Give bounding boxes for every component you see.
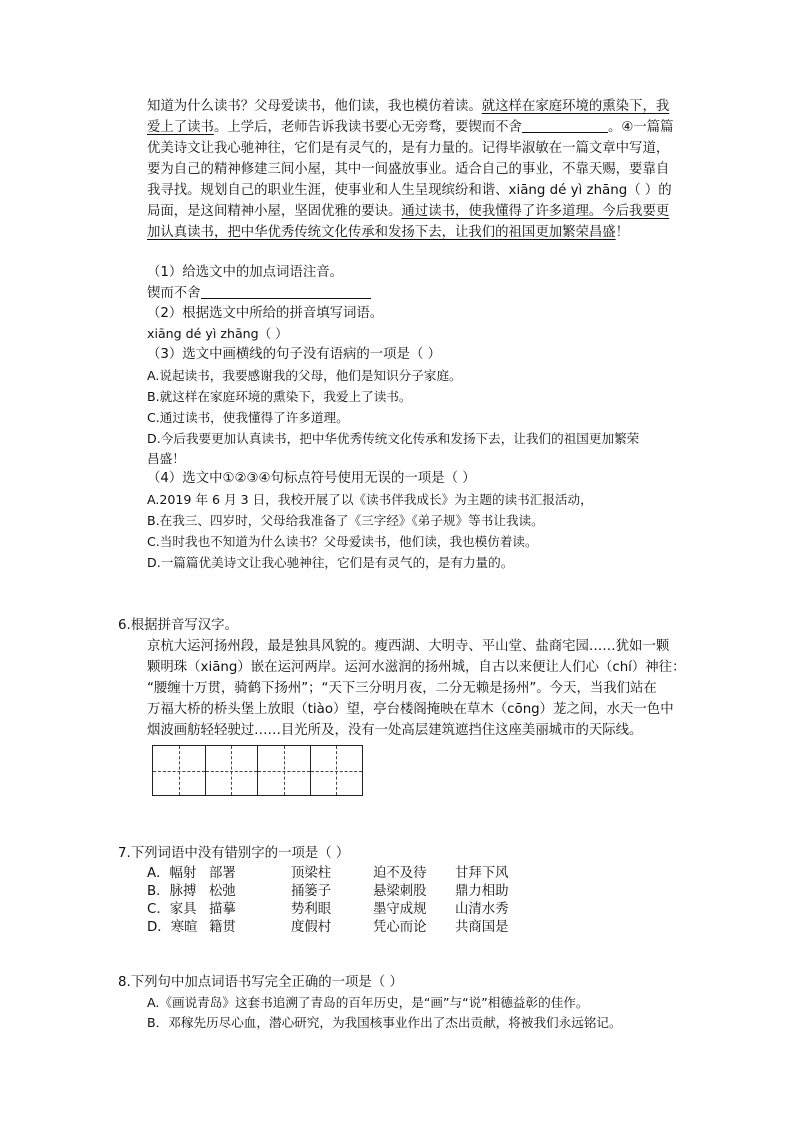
passage-line-5: 我寻找。规划自己的职业生涯，使事业和人生呈现缤纷和谐、xiāng dé yì zhāng（ ）的 [147, 183, 672, 198]
option-word: 甘拜下风 [455, 866, 509, 881]
q5-sub4-option-a[interactable]: A.2019 年 6 月 3 日，我校开展了以《读书伴我成长》为主题的读书汇报活动， [147, 492, 593, 507]
option-word: 度假村 [291, 920, 332, 935]
option-word: 凭心而论 [373, 920, 427, 935]
option-word: 鼎力相助 [455, 884, 509, 899]
underlined-sentence: 就这样在家庭环境的熏染下，我 [481, 99, 670, 114]
q6-line-4: 万福大桥的桥头堡上放眼（tiào）望，亭台楼阁掩映在草木（cōng）茏之间，水天一色中 [147, 702, 674, 717]
q5-sub4-option-b[interactable]: B.在我三、四岁时，父母给我准备了《三字经》《弟子规》等书让我读。 [147, 513, 544, 528]
option-word: 松弛 [209, 884, 236, 899]
q6-line-1: 京杭大运河扬州段，最是独具风貌的。瘦西湖、大明寺、平山堂、盐商宅园……犹如一颗 [147, 639, 670, 654]
q6-line-3: “腰缠十万贯，骑鹤下扬州”；“天下三分明月夜，二分无赖是扬州”。今天，当我们站在 [147, 681, 657, 696]
option-word: 悬梁刺股 [373, 884, 427, 899]
q5-sub3-option-b[interactable]: B.就这样在家庭环境的熏染下，我爱上了读书。 [147, 389, 412, 404]
passage-text: ！ [615, 225, 630, 240]
answer-blank[interactable] [201, 284, 371, 299]
option-word: B．脉搏 [147, 884, 197, 899]
passage-text: 局面，是这间精神小屋，坚固优雅的要诀。 [147, 204, 402, 219]
q5-sub4-prompt: （4）选文中①②③④句标点符号使用无误的一项是（ ） [147, 471, 476, 486]
underlined-sentence: 爱上了读书 [147, 120, 214, 135]
writing-cell[interactable] [311, 746, 363, 795]
option-word: 描摹 [209, 902, 236, 917]
q8-title: 8.下列句中加点词语书写完全正确的一项是（ ） [118, 975, 403, 990]
option-word: D．寒暄 [147, 920, 198, 935]
q5-sub3-prompt: （3）选文中画横线的句子没有语病的一项是（ ） [147, 347, 441, 362]
option-word: 势利眼 [291, 902, 332, 917]
passage-line-7 [147, 223, 629, 243]
q8-option-b[interactable]: B．邓稼先历尽心血，潜心研究，为我国核事业作出了杰出贡献，将被我们永远铭记。 [147, 1015, 622, 1030]
writing-cell[interactable] [206, 746, 259, 795]
option-word: 籍贯 [209, 920, 236, 935]
option-word: 顶梁柱 [291, 866, 332, 881]
q6-line-2: 颗明珠（xiāng）嵌在运河两岸。运河水滋润的扬州城，自古以来便让人们心（chí）神往： [147, 660, 686, 675]
passage-text: 。④一篇篇 [607, 120, 674, 135]
q7-title: 7.下列词语中没有错别字的一项是（ ） [118, 846, 350, 861]
q5-sub3-option-d[interactable]: D.今后我要更加认真读书，把中华优秀传统文化传承和发扬下去，让我们的祖国更加繁荣 [147, 431, 640, 446]
q8-option-a[interactable]: A.《画说青岛》这套书追溯了青岛的百年历史，是“画”与“说”相德益彰的佳作。 [147, 995, 589, 1010]
q7-option-a[interactable] [147, 864, 537, 884]
passage-line-4: 要为自己的精神修建三间小屋，其中一间盛放事业。适合自己的事业，不靠天赐，要靠自 [147, 162, 670, 177]
q5-sub1-prompt: （1）给选文中的加点词语注音。 [147, 265, 343, 280]
passage-line-2 [147, 118, 674, 138]
q5-sub3-option-a[interactable]: A.说起读书，我要感谢我的父母，他们是知识分子家庭。 [147, 368, 462, 383]
writing-cell[interactable] [258, 746, 311, 795]
option-word: 捅篓子 [291, 884, 332, 899]
answer-blank[interactable] [522, 118, 608, 133]
underlined-sentence: 通过读书，使我懂得了许多道理。今后我要更 [401, 204, 670, 219]
writing-grid [152, 745, 363, 796]
q5-sub1-answer [147, 284, 371, 304]
q5-sub2-prompt: （2）根据选文中所给的拼音填写词语。 [147, 306, 384, 321]
option-word: 部署 [209, 866, 236, 881]
option-word: 墨守成规 [373, 902, 427, 917]
q5-sub3-option-d-cont: 昌盛！ [147, 451, 185, 466]
q5-sub3-option-c[interactable]: C.通过读书，使我懂得了许多道理。 [147, 410, 349, 425]
q5-sub4-option-d[interactable]: D.一篇篇优美诗文让我心驰神往，它们是有灵气的，是有力量的。 [147, 555, 514, 570]
option-word: 山清水秀 [455, 902, 509, 917]
option-word: 迫不及待 [373, 866, 427, 881]
q6-title: 6.根据拼音写汉字。 [118, 618, 238, 633]
q5-sub2-pinyin: xiāng dé yì zhāng（ ） [147, 326, 288, 341]
q7-option-d[interactable] [147, 918, 537, 938]
q7-option-b[interactable] [147, 882, 537, 902]
writing-cell[interactable] [153, 746, 206, 795]
option-word: 共商国是 [455, 920, 509, 935]
option-word: C．家具 [147, 902, 197, 917]
q7-option-c[interactable] [147, 900, 537, 920]
passage-line-3: 优美诗文让我心驰神往，它们是有灵气的，是有力量的。记得毕淑敏在一篇文章中写道， [147, 141, 670, 156]
underlined-sentence: 加认真读书，把中华优秀传统文化传承和发扬下去，让我们的祖国更加繁荣昌盛 [147, 225, 616, 240]
option-word: A．幅射 [147, 866, 197, 881]
passage-text: 知道为什么读书？父母爱读书，他们读，我也模仿着读。 [147, 99, 482, 114]
passage-line-1 [147, 97, 669, 117]
passage-text: 。上学后，老师告诉我读书要心无旁骛，要锲而不舍 [213, 120, 522, 135]
target-word: 锲而不舍 [147, 286, 201, 301]
q6-line-5: 烟波画舫轻轻驶过……目光所及，没有一处高层建筑遮挡住这座美丽城市的天际线。 [147, 723, 643, 738]
passage-line-6 [147, 202, 669, 222]
q5-sub4-option-c[interactable]: C.当时我也不知道为什么读书？父母爱读书，他们读，我也模仿着读。 [147, 534, 538, 549]
